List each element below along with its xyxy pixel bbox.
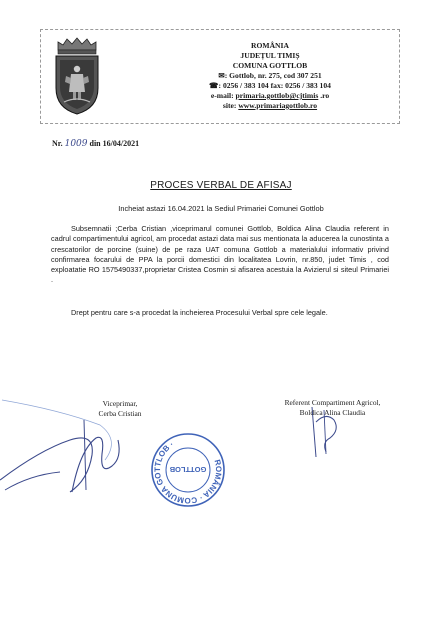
official-stamp bbox=[148, 430, 228, 510]
coat-of-arms-icon bbox=[52, 36, 102, 116]
envelope-icon: ✉ bbox=[218, 71, 225, 80]
closing-paragraph: Drept pentru care s-a procedat la incheierea Procesului Verbal spre cele legale. bbox=[71, 308, 328, 317]
email-label: e-mail: bbox=[210, 91, 236, 100]
document-intro: Incheiat astazi 16.04.2021 la Sediul Primariei Comunei Gottlob bbox=[118, 204, 324, 213]
phone-fax-text: : 0256 / 383 104 fax: 0256 / 383 104 bbox=[218, 81, 331, 90]
referent-name: Boldica Alina Claudia bbox=[299, 407, 366, 417]
viceprimar-role: Viceprimar, bbox=[102, 399, 138, 408]
stamp-center-text: GOTTLOB bbox=[169, 465, 207, 474]
email-link[interactable]: primaria.gottlob@cjtimis bbox=[235, 91, 319, 100]
body-paragraph: Subsemnatii ;Cerba Cristian ,viceprimarul comunei Gottlob, Boldica Alina Claudia referent in cadrul compartimentului agricol, am procedat astazi data mai sus mentionata la aducerea la cunostinta a crescatorilor de porcine (suine) de pe raza UAT comuna Gottlob a materialului informativ privind confirmarea focarului de PPA la porcii domestici din localitatea Lovrin, nr.850, judet Timis , cod exploatatie RO 1575490337,proprietar Cristea Cosmin si afisarea acestuia la Avizierul si siteul Primariei . bbox=[51, 224, 389, 285]
viceprimar-name: Cerba Cristian bbox=[98, 408, 142, 418]
address-line bbox=[150, 71, 390, 81]
referent-role: Referent Compartiment Agricol, bbox=[284, 398, 381, 407]
county-name: JUDEȚUL TIMIȘ bbox=[240, 51, 300, 60]
address-text: : Gottlob, nr. 275, cod 307 251 bbox=[224, 71, 322, 80]
country-name: ROMÂNIA bbox=[251, 41, 289, 50]
registration-line bbox=[52, 139, 139, 149]
viceprimar-signature-block bbox=[60, 399, 180, 418]
stamp-ring-text: ROMÂNIA · COMUNA GOTTLOB · bbox=[152, 439, 224, 506]
referent-signature-block bbox=[250, 398, 415, 417]
email-suffix: .ro bbox=[318, 91, 330, 100]
registration-date: din 16/04/2021 bbox=[89, 139, 140, 148]
registration-number: 1009 bbox=[64, 139, 88, 149]
document-title: PROCES VERBAL DE AFISAJ bbox=[150, 180, 292, 191]
phone-fax-line bbox=[150, 81, 390, 91]
website-line bbox=[150, 101, 390, 111]
registration-prefix: Nr. bbox=[52, 139, 63, 148]
site-label: site: bbox=[222, 101, 239, 110]
website-link[interactable]: www.primariagottlob.ro bbox=[238, 101, 318, 110]
phone-icon: ☎ bbox=[209, 81, 219, 90]
commune-name: COMUNA GOTTLOB bbox=[232, 61, 308, 70]
email-line bbox=[150, 91, 390, 101]
